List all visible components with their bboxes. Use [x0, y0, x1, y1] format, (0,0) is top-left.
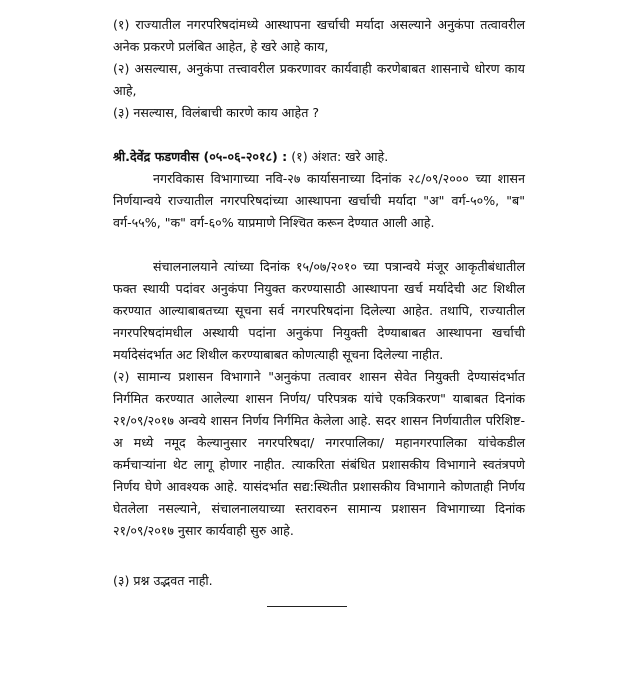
answer-speaker: श्री.देवेंद्र फडणवीस (०५-०६-२०१८) :: [113, 149, 288, 164]
end-divider: [267, 606, 347, 607]
answer-paragraph-2: संचालनालयाने त्यांच्या दिनांक १५/०७/२०१० च्या पत्रान्वये मंजूर आकृतीबंधातील फक्त स्थायी पदांवर अनुकंपा नियुक्त करण्यासाठी आस्थापना खर्च मर्यादेची अट शिथील करण्यात आल्याबाबतच्या सूचना सर्व नगरपरिषदांना दिलेल्या आहेत. तथापि, राज्यातील नगरपरिषदांमधील अस्थायी पदांना अनुकंपा नियुक्ती देण्याबाबत आस्थापना खर्चाची मर्यादेसंदर्भात अट शिथील करण्याबाबत कोणत्याही सूचना दिलेल्या नाहीत.: [113, 259, 525, 362]
question-2: (२) असल्यास, अनुकंपा तत्त्वावरील प्रकरणावर कार्यवाही करणेबाबत शासनाचे धोरण काय आहे,: [113, 61, 525, 98]
question-3: (३) नसल्यास, विलंबाची कारणे काय आहेत ?: [113, 105, 320, 120]
answer-paragraph-3: (२) सामान्य प्रशासन विभागाने "अनुकंपा तत्वावर शासन सेवेत नियुक्ती देण्यासंदर्भात निर्गमित करण्यात आलेल्या शासन निर्णय/ परिपत्रक यांचे एकत्रिकरण" याबाबत दिनांक २१/०९/२०१७ अन्वये शासन निर्णय निर्गमित केलेला आहे. सदर शासन निर्णयातील परिशिष्ट-अ मध्ये नमूद केल्यानुसार नगरपरिषदा/ नगरपालिका/ महानगरपालिका यांचेकडील कर्मचाऱ्यांना थेट लागू होणार नाहीत. त्याकरिता संबंधित प्रशासकीय विभागाने स्वतंत्रपणे निर्णय घेणे आवश्यक आहे. यासंदर्भात सद्य:स्थितीत प्रशासकीय विभागाने कोणताही निर्णय घेतलेला नसल्याने, संचालनालयाच्या स्तरावरुन सामान्य प्रशासन विभागाच्या दिनांक २१/०९/२०१७ नुसार कार्यवाही सुरु आहे.: [113, 369, 525, 538]
answer-paragraph-1: नगरविकास विभागाच्या नवि-२७ कार्यासनाच्या दिनांक २८/०९/२००० च्या शासन निर्णयान्वये राज्यातील नगरपरिषदांच्या आस्थापना खर्चाची मर्यादा "अ" वर्ग-५०%, "ब" वर्ग-५५%, "क" वर्ग-६०% याप्रमाणे निश्चित करून देण्यात आली आहे.: [113, 171, 525, 230]
question-1: (१) राज्यातील नगरपरिषदांमध्ये आस्थापना खर्चाची मर्यादा असल्याने अनुकंपा तत्वावरील अनेक प्रकरणे प्रलंबित आहेत, हे खरे आहे काय,: [113, 17, 525, 54]
answer-heading: [113, 146, 525, 168]
answer-paragraph-4: (३) प्रश्न उद्भवत नाही.: [113, 573, 213, 588]
answer-opening: (१) अंशत: खरे आहे.: [291, 149, 389, 164]
